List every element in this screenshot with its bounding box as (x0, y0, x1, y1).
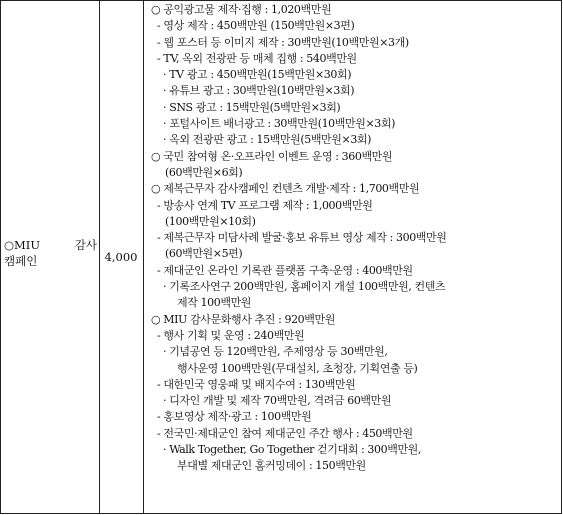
row-label-part-2: 감사 (74, 238, 97, 252)
content-line: - 제대군인 온라인 기록관 플랫폼 구축·운영 : 400백만원 (157, 263, 413, 277)
content-line: - 홍보영상 제작·광고 : 100백만원 (157, 410, 312, 424)
content-line: (60백만원×6회) (165, 165, 243, 179)
content-line: 제작 100백만원 (177, 296, 252, 310)
content-line: · Walk Together, Go Together 걷기대회 : 300백만원, (163, 443, 422, 457)
content-line: (60백만원×5편) (165, 247, 243, 261)
content-line: (100백만원×10회) (165, 214, 256, 228)
content-line: · 디자인 개발 및 제작 70백만원, 격려금 60백만원 (163, 394, 392, 408)
content-line: - 전국민·제대군인 참여 제대군인 주간 행사 : 450백만원 (157, 426, 413, 440)
content-line: 부대별 제대군인 홈커밍데이 : 150백만원 (177, 459, 366, 473)
content-line: - 대한민국 영웅패 및 배지수여 : 130백만원 (157, 377, 356, 391)
content-line: · 기념공연 등 120백만원, 주제영상 등 30백만원, (163, 345, 388, 359)
content-line: ○ 공익광고물 제작·집행 : 1,020백만원 (151, 3, 332, 16)
content-line: - 행사 기획 및 운영 : 240백만원 (157, 328, 305, 342)
row-label (4, 237, 97, 269)
row-label-part-3: 캠페인 (4, 254, 38, 268)
budget-amount: 4,000 (104, 250, 138, 264)
column-divider-2 (143, 1, 144, 513)
row-label-part-1: ○MIU (4, 238, 41, 252)
content-cell (147, 2, 561, 475)
content-line: - 방송사 연계 TV 프로그램 제작 : 1,000백만원 (157, 198, 373, 212)
content-line: · SNS 광고 : 15백만원(5백만원×3회) (163, 100, 341, 114)
content-line: ○ MIU 감사문화행사 추진 : 920백만원 (151, 312, 335, 326)
column-divider-1 (99, 1, 100, 513)
content-line: - 영상 제작 : 450백만원 (150백만원×3편) (157, 19, 355, 33)
content-line: - TV, 옥외 전광판 등 매체 집행 : 540백만원 (157, 51, 357, 65)
content-line: · 기록조사연구 200백만원, 홈페이지 개설 100백만원, 컨텐츠 (163, 280, 446, 294)
content-line: · 옥외 전광판 광고 : 15백만원(5백만원×3회) (163, 133, 372, 147)
content-line: 행사운영 100백만원(무대설치, 초청장, 기획연출 등) (177, 361, 418, 375)
content-line: · TV 광고 : 450백만원(15백만원×30회) (163, 68, 352, 82)
content-line: ○ 국민 참여형 온·오프라인 이벤트 운영 : 360백만원 (151, 149, 393, 163)
content-line: - 웹 포스터 등 이미지 제작 : 30백만원(10백만원×3개) (157, 35, 409, 49)
content-line: · 유튜브 광고 : 30백만원(10백만원×3회) (163, 84, 355, 98)
content-line: · 포털사이트 배너광고 : 30백만원(10백만원×3회) (163, 117, 395, 131)
content-line: - 제복근무자 미담사례 발굴·홍보 유튜브 영상 제작 : 300백만원 (157, 231, 447, 245)
content-line: ○ 제복근무자 감사캠페인 컨텐츠 개발·제작 : 1,700백만원 (151, 182, 420, 196)
